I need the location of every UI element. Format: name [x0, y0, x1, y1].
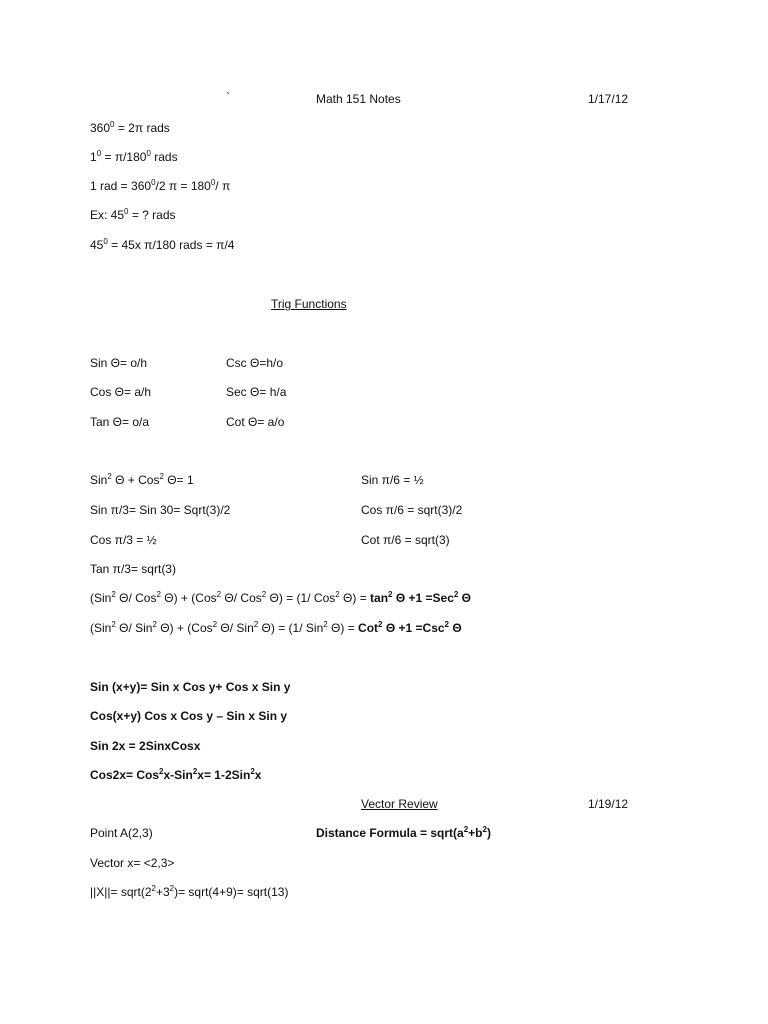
vector-review-heading: Vector Review	[361, 797, 438, 811]
tan-definition: Tan Θ= o/a	[90, 415, 150, 429]
conversion-line-2: $1^0 = \pi/180^0$ rads	[90, 149, 178, 164]
derivation-cot-csc: (Sin$^2$ Θ/ Sin$^2$ Θ) + (Cos$^2$ Θ/ Sin$^2$ Θ) = (1/ Sin$^2$ Θ) = Cot$^2$ Θ +1 =Csc$^2$ Θ	[90, 620, 462, 635]
pythagorean-identity: Sin$^2$ Θ + Cos$^2$ Θ= 1	[90, 472, 194, 487]
cot-definition: Cot Θ= a/o	[226, 415, 285, 429]
vector-x: Vector x= <2,3>	[90, 856, 175, 870]
vector-review-date: 1/19/12	[588, 797, 629, 811]
page-title: Math 151 Notes	[316, 92, 401, 106]
distance-formula: Distance Formula = $sqrt(a^2+b^2)$	[316, 825, 491, 840]
cos-definition: Cos Θ= a/h	[90, 385, 152, 399]
trig-functions-heading: Trig Functions	[271, 297, 347, 311]
sec-definition: Sec Θ= h/a	[226, 385, 287, 399]
double-angle-sin: Sin 2x = 2SinxCosx	[90, 739, 201, 753]
vector-norm: $||X||= sqrt(2^2+3^2)=$ sqrt(4+9)= sqrt(13)	[90, 884, 289, 899]
csc-definition: Csc Θ=h/o	[226, 356, 284, 370]
sin-definition: Sin Θ= o/h	[90, 356, 148, 370]
cot-pi-6: Cot π/6 = sqrt(3)	[361, 533, 450, 547]
double-angle-cos: Cos2x= Cos$^2$x-Sin$^2$x= 1-2Sin$^2$x	[90, 767, 262, 782]
conversion-line-1: $360^0 = 2\pi$ rads	[90, 120, 170, 135]
stray-tick-mark: `	[226, 90, 230, 104]
sum-formula-sin: Sin (x+y)= Sin x Cos y+ Cos x Sin y	[90, 680, 291, 694]
sum-formula-cos: Cos(x+y) Cos x Cos y – Sin x Sin y	[90, 709, 288, 723]
sin-pi-3: Sin π/3= Sin 30= Sqrt(3)/2	[90, 503, 231, 517]
cos-pi-3: Cos π/3 = ½	[90, 533, 157, 547]
header-date: 1/17/12	[588, 92, 629, 106]
derivation-tan-sec: (Sin$^2$ Θ/ Cos$^2$ Θ) + (Cos$^2$ Θ/ Cos$^2$ Θ) = (1/ Cos$^2$ $\Theta) = \tan^2 \Theta +1 =Sec^2$ Θ	[90, 590, 472, 605]
tan-pi-3: Tan π/3= sqrt(3)	[90, 562, 176, 576]
cos-pi-6: Cos π/6 = sqrt(3)/2	[361, 503, 463, 517]
sin-pi-6: Sin π/6 = ½	[361, 473, 424, 487]
example-answer-line: $45^0 = 45x$ π/180 rads = π/4	[90, 237, 235, 252]
conversion-line-3: 1 rad = $360^0/2$ $\pi = 180^0/$ π	[90, 178, 231, 193]
example-line: Ex: $45^0$ = ? rads	[90, 207, 176, 222]
point-a: Point A(2,3)	[90, 826, 153, 840]
